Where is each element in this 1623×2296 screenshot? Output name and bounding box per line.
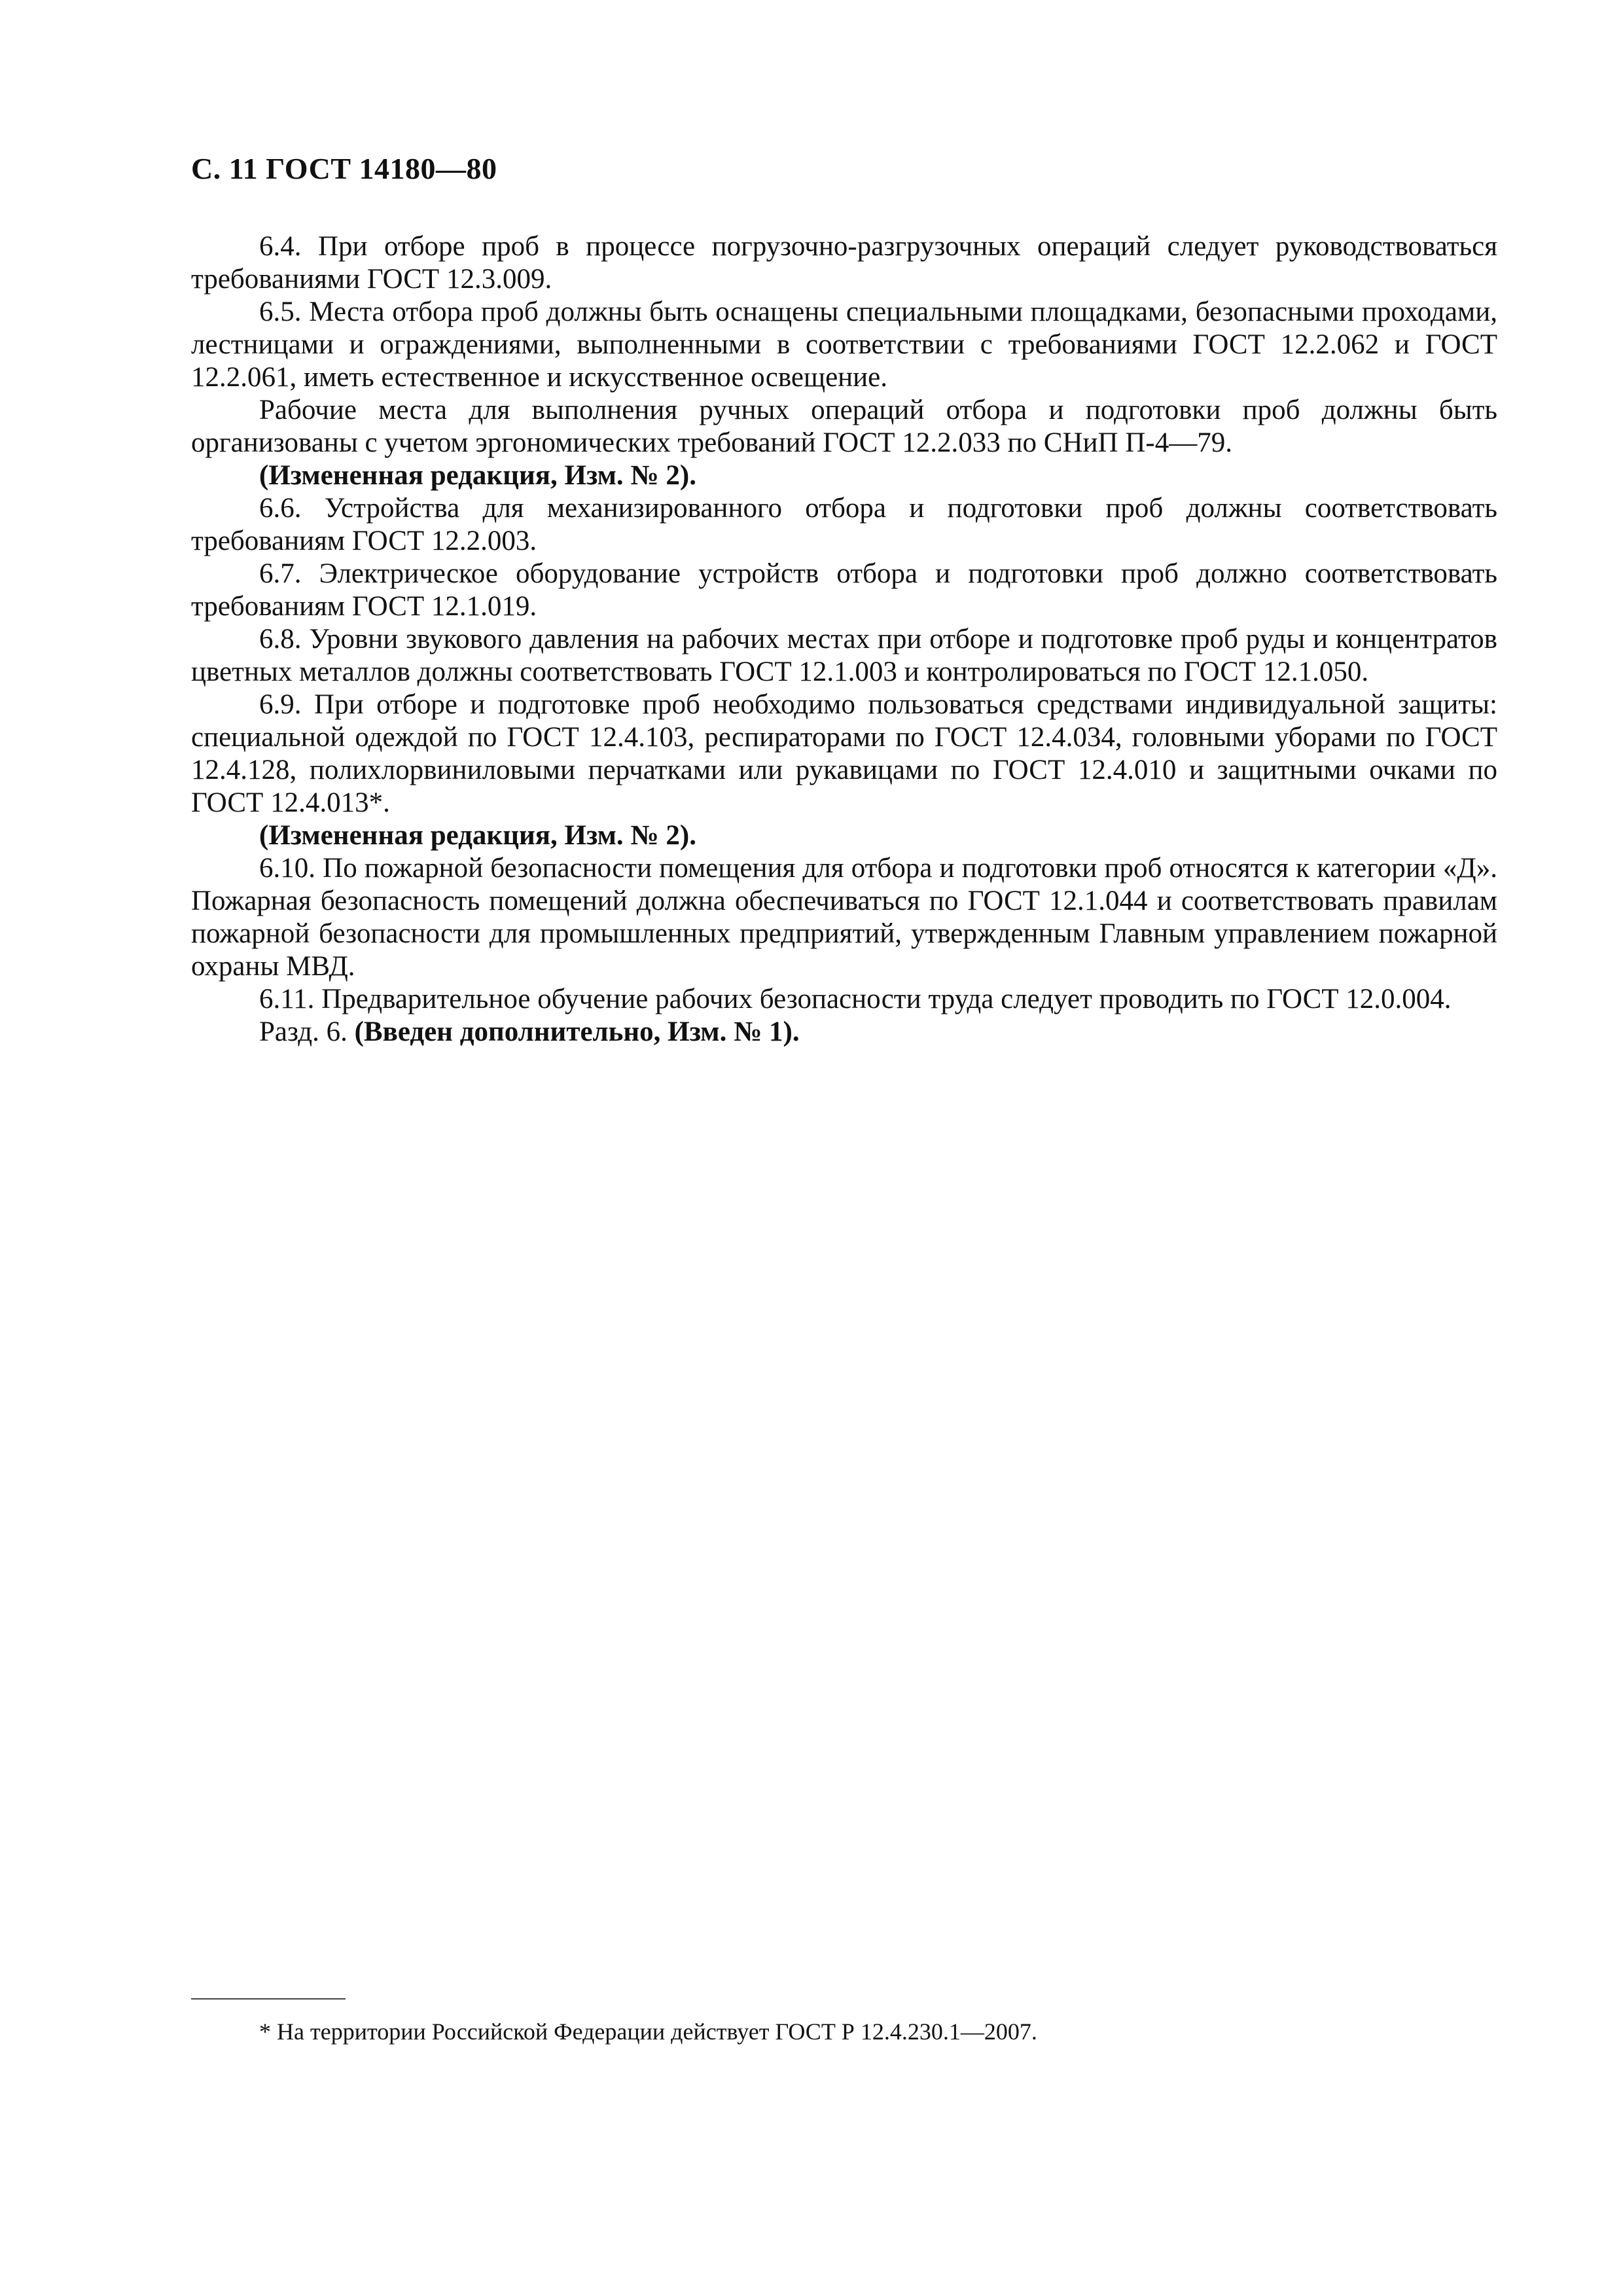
footnote-divider bbox=[191, 1998, 346, 2000]
page-header: С. 11 ГОСТ 14180—80 bbox=[191, 152, 497, 185]
clause-6-5: 6.5. Места отбора проб должны быть оснащены специальными площадками, безопасными проходами, лестницами и ограждениями, выполненными в соответствии с требованиями ГОСТ 12.2.062 и ГОСТ 12.2.061, иметь естественное и искусственное освещение. bbox=[191, 296, 1497, 393]
amendment-note: (Измененная редакция, Изм. № 2). bbox=[259, 820, 696, 851]
clause-6-11: 6.11. Предварительное обучение рабочих безопасности труда следует проводить по ГОСТ 12.0.004. bbox=[259, 984, 1452, 1014]
clause-6-5-workplaces: Рабочие места для выполнения ручных операций отбора и подготовки проб должны быть организованы с учетом эргономических требований ГОСТ 12.2.033 по СНиП П-4—79. bbox=[191, 395, 1497, 458]
clause-6-8: 6.8. Уровни звукового давления на рабочих местах при отборе и подготовке проб руды и концентратов цветных металлов должны соответствовать ГОСТ 12.1.003 и контролироваться по ГОСТ 12.1.050. bbox=[191, 624, 1497, 687]
section-note bbox=[191, 1016, 1497, 1049]
clause-6-7: 6.7. Электрическое оборудование устройств отбора и подготовки проб должно соответствовать требованиям ГОСТ 12.1.019. bbox=[191, 558, 1497, 622]
amendment-note: (Измененная редакция, Изм. № 2). bbox=[259, 460, 696, 491]
clause-6-10: 6.10. По пожарной безопасности помещения для отбора и подготовки проб относятся к категории «Д». Пожарная безопасность помещений должна обеспечиваться по ГОСТ 12.1.044 и соответствовать правилам пожарной безопасности для промышленных предприятий, утвержденным Главным управлением пожарной охраны МВД. bbox=[191, 853, 1497, 982]
clause-6-4: 6.4. При отборе проб в процессе погрузочно-разгрузочных операций следует руководствоваться требованиями ГОСТ 12.3.009. bbox=[191, 231, 1497, 295]
document-body bbox=[191, 230, 1497, 1049]
footnote: * На территории Российской Федерации действует ГОСТ Р 12.4.230.1—2007. bbox=[259, 2018, 1037, 2045]
clause-6-6: 6.6. Устройства для механизированного отбора и подготовки проб должны соответствовать требованиям ГОСТ 12.2.003. bbox=[191, 493, 1497, 556]
clause-6-9: 6.9. При отборе и подготовке проб необходимо пользоваться средствами индивидуальной защиты: специальной одеждой по ГОСТ 12.4.103, респираторами по ГОСТ 12.4.034, головными уборами по ГОСТ 12.4.128, полихлорвиниловыми перчатками или рукавицами по ГОСТ 12.4.010 и защитными очками по ГОСТ 12.4.013*. bbox=[191, 689, 1497, 818]
section-note-prefix: Разд. 6. bbox=[259, 1016, 355, 1047]
section-note-bold: (Введен дополнительно, Изм. № 1). bbox=[354, 1016, 800, 1047]
